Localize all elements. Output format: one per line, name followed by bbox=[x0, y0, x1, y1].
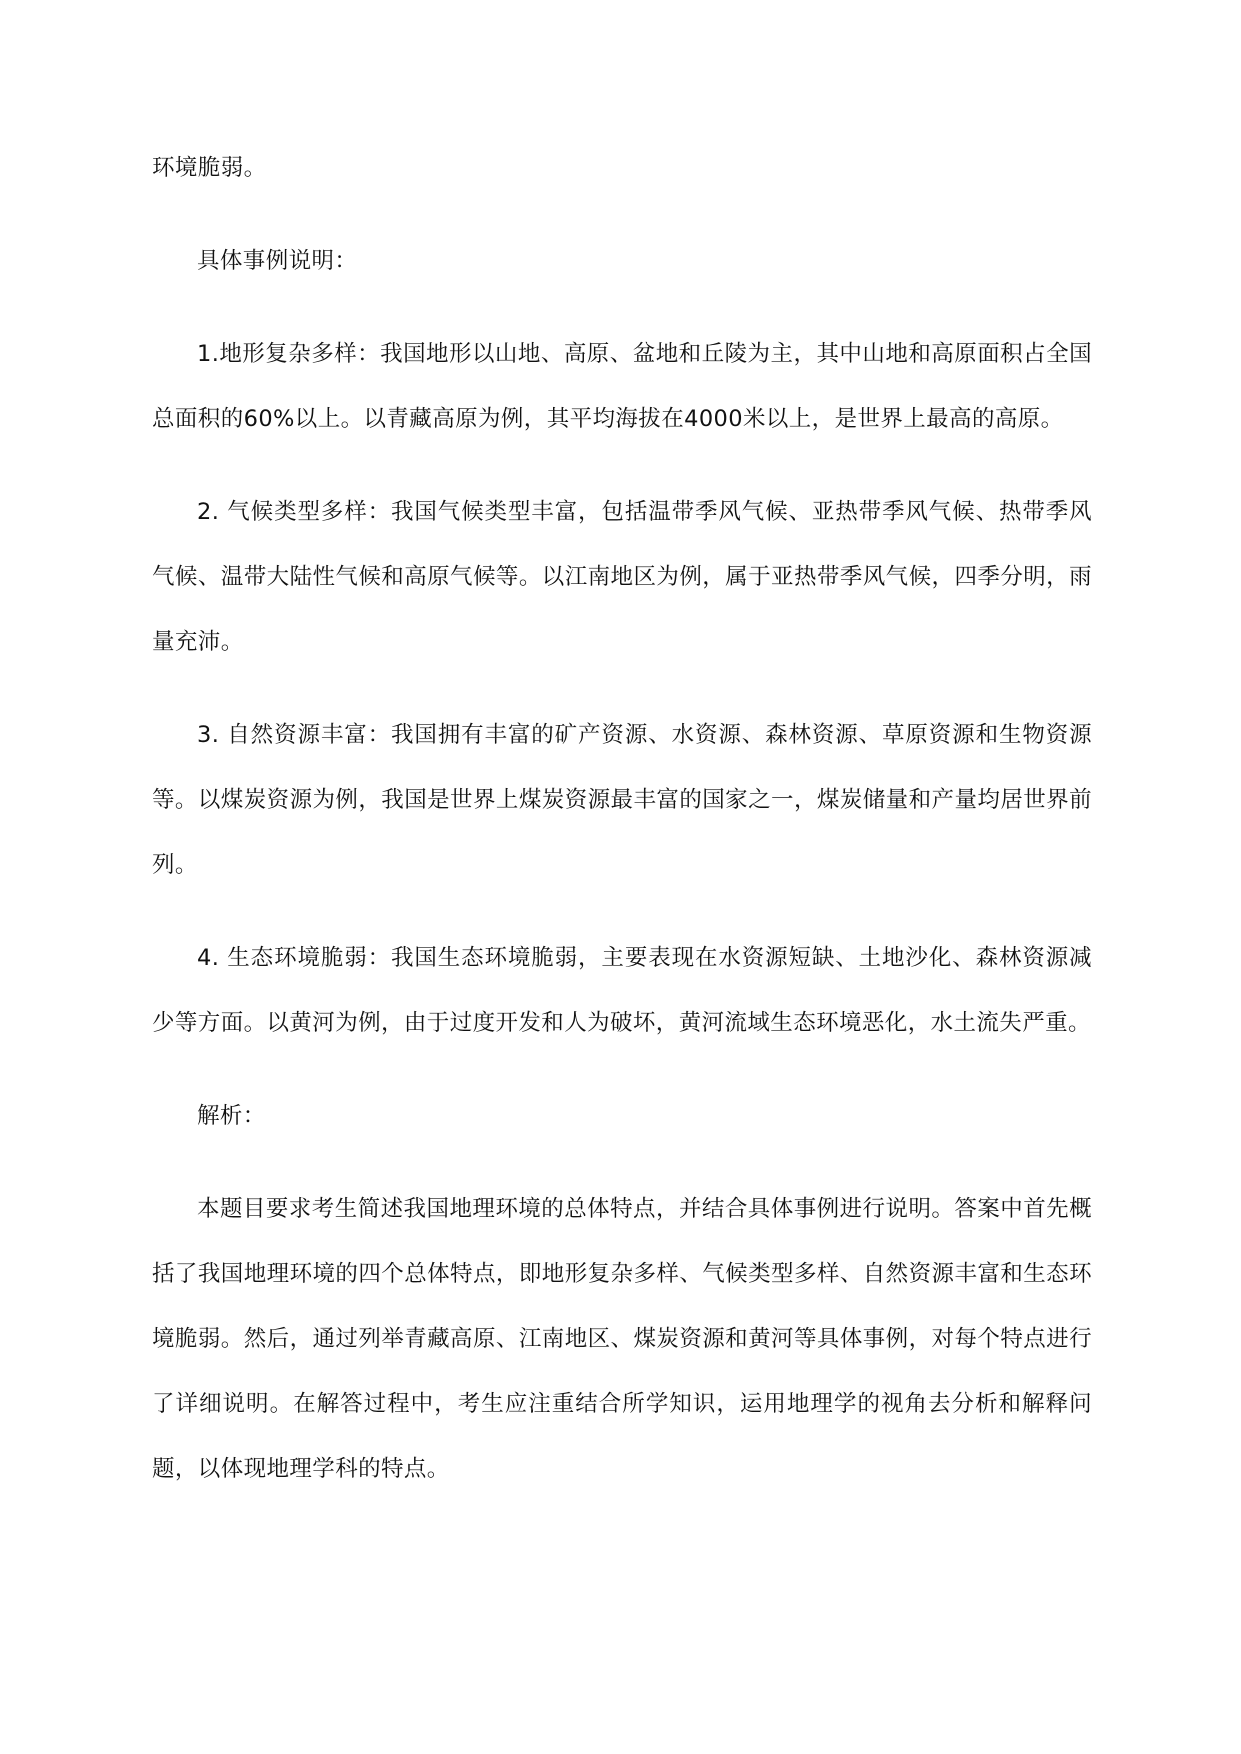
paragraph-examples-heading: 具体事例说明： bbox=[197, 248, 358, 274]
paragraph-resources: 3. 自然资源丰富：我国拥有丰富的矿产资源、水资源、森林资源、草原资源和生物资源等。以煤炭资源为例，我国是世界上煤炭资源最丰富的国家之一，煤炭储量和产量均居世界前列。 bbox=[152, 722, 1092, 878]
paragraph-analysis-heading: 解析： bbox=[197, 1103, 266, 1129]
document-page bbox=[152, 136, 1092, 1530]
paragraph-climate: 2. 气候类型多样：我国气候类型丰富，包括温带季风气候、亚热带季风气候、热带季风气候、温带大陆性气候和高原气候等。以江南地区为例，属于亚热带季风气候，四季分明，雨量充沛。 bbox=[152, 499, 1092, 655]
paragraph-ecology: 4. 生态环境脆弱：我国生态环境脆弱，主要表现在水资源短缺、土地沙化、森林资源减少等方面。以黄河为例，由于过度开发和人为破坏，黄河流域生态环境恶化，水土流失严重。 bbox=[152, 945, 1092, 1036]
paragraph-continuation: 环境脆弱。 bbox=[152, 155, 267, 181]
paragraph-terrain: 1.地形复杂多样：我国地形以山地、高原、盆地和丘陵为主，其中山地和高原面积占全国总面积的60%以上。以青藏高原为例，其平均海拔在4000米以上，是世界上最高的高原。 bbox=[152, 341, 1092, 432]
paragraph-analysis: 本题目要求考生简述我国地理环境的总体特点，并结合具体事例进行说明。答案中首先概括了我国地理环境的四个总体特点，即地形复杂多样、气候类型多样、自然资源丰富和生态环境脆弱。然后，通过列举青藏高原、江南地区、煤炭资源和黄河等具体事例，对每个特点进行了详细说明。在解答过程中，考生应注重结合所学知识，运用地理学的视角去分析和解释问题，以体现地理学科的特点。 bbox=[152, 1196, 1092, 1482]
